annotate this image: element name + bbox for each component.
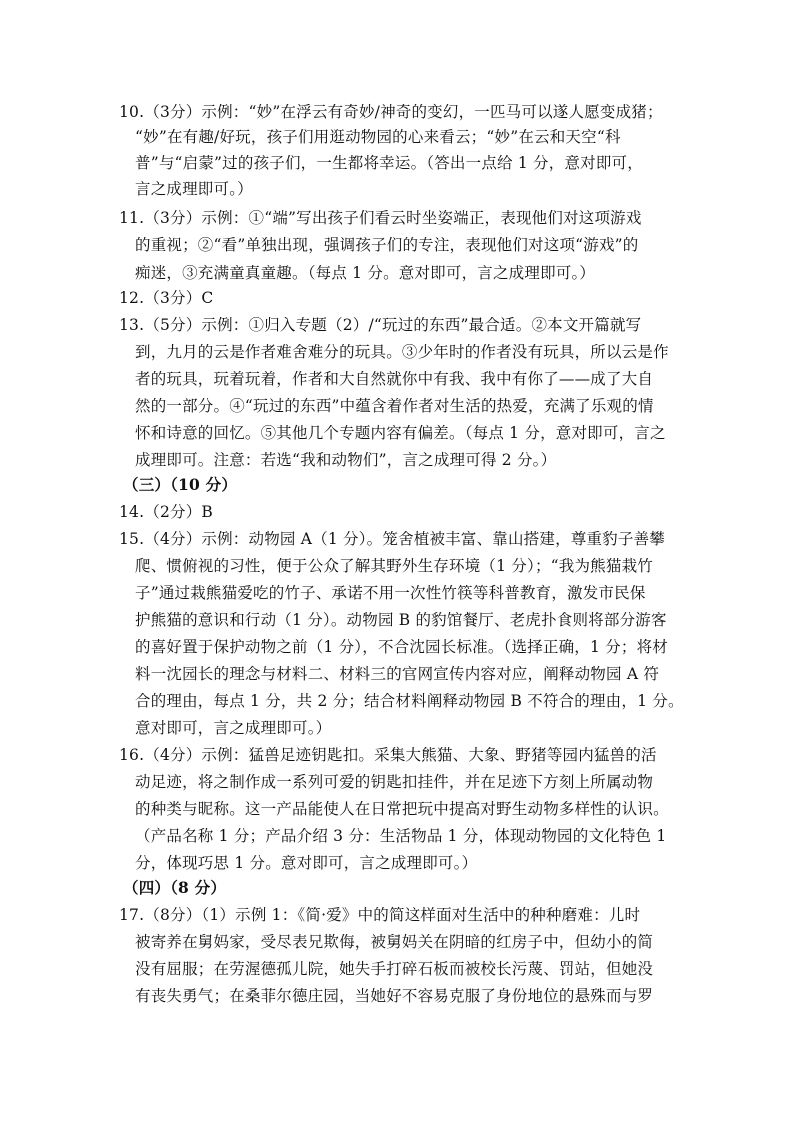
answer-10-line-3: 普”与“启蒙”过的孩子们，一生都将幸运。（答出一点给 1 分，意对即可， bbox=[135, 154, 643, 172]
answer-14-line-1: 14.（2分）B bbox=[119, 503, 214, 521]
answer-15-line-7: 合的理由，每点 1 分，共 2 分；结合材料阐释动物园 B 不符合的理由，1 分。 bbox=[135, 692, 684, 710]
answer-17-line-4: 有丧失勇气；在桑菲尔德庄园，当她好不容易克服了身份地位的悬殊而与罗 bbox=[135, 987, 654, 1005]
answer-15-line-6: 料一沈园长的理念与材料二、材料三的官网宣传内容对应，阐释动物园 A 符 bbox=[135, 665, 660, 683]
answer-11-line-2: 的重视；②“看”单独出现，强调孩子们的专注，表现他们对这项“游戏”的 bbox=[135, 236, 639, 254]
answer-15-line-2: 爬、惯俯视的习性，便于公众了解其野外生存环境（1 分）；“我为熊猫栽竹 bbox=[135, 557, 653, 575]
section-3-heading: （三）（10 分） bbox=[123, 475, 238, 494]
answer-15-line-1: 15.（4分）示例：动物园 A（1 分）。笼舍植被丰富、靠山搭建，尊重豹子善攀 bbox=[119, 530, 665, 548]
answer-11-line-1: 11.（3分）示例：①“端”写出孩子们看云时坐姿端正，表现他们对这项游戏 bbox=[119, 209, 642, 227]
answer-15-line-3: 子”通过栽熊猫爱吃的竹子、承诺不用一次性竹筷等科普教育，激发市民保 bbox=[135, 584, 646, 602]
answer-13-line-2: 到，九月的云是作者难舍难分的玩具。③少年时的作者没有玩具，所以云是作 bbox=[135, 343, 669, 361]
answer-16-line-1: 16.（4分）示例：猛兽足迹钥匙扣。采集大熊猫、大象、野猪等园内猛兽的活 bbox=[119, 746, 657, 764]
answer-13-line-6: 成理即可。注意：若选“我和动物们”，言之成理可得 2 分。） bbox=[135, 451, 557, 469]
answer-16-line-4: （产品名称 1 分；产品介绍 3 分：生活物品 1 分，体现动物园的文化特色 1 bbox=[135, 827, 667, 845]
answer-17-line-1: 17.（8分）（1）示例 1：《简·爱》中的简这样面对生活中的种种磨难：儿时 bbox=[119, 906, 641, 924]
answer-10-line-2: “妙”在有趣/好玩，孩子们用逛动物园的心来看云；“妙”在云和天空“科 bbox=[135, 128, 621, 146]
answer-16-line-2: 动足迹，将之制作成一系列可爱的钥匙扣挂件，并在足迹下方刻上所属动物 bbox=[135, 773, 654, 791]
answer-12-line-1: 12.（3分）C bbox=[119, 289, 214, 307]
answer-13-line-4: 然的一部分。④“玩过的东西”中蕴含着作者对生活的热爱，充满了乐观的情 bbox=[135, 397, 654, 415]
answer-10-line-4: 言之成理即可。） bbox=[135, 180, 253, 198]
answer-17-line-2: 被寄养在舅妈家，受尽表兄欺侮，被舅妈关在阴暗的红房子中，但幼小的简 bbox=[135, 933, 654, 951]
answer-10-line-1: 10.（3分）示例：“妙”在浮云有奇妙/神奇的变幻，一匹马可以遂人愿变成猪； bbox=[119, 103, 663, 121]
answer-15-line-4: 护熊猫的意识和行动（1 分）。动物园 B 的豹馆餐厅、老虎扑食则将部分游客 bbox=[135, 611, 667, 629]
section-4-heading: （四）（8 分） bbox=[123, 878, 227, 897]
answer-15-line-8: 意对即可，言之成理即可。） bbox=[135, 719, 332, 737]
answer-13-line-3: 者的玩具，玩着玩着，作者和大自然就你中有我、我中有你了——成了大自 bbox=[135, 370, 654, 388]
answer-16-line-5: 分，体现巧思 1 分。意对即可，言之成理即可。） bbox=[135, 854, 478, 872]
answer-15-line-5: 的喜好置于保护动物之前（1 分），不合沈园长标准。（选择正确，1 分；将材 bbox=[135, 638, 668, 656]
answer-11-line-3: 痴迷，③充满童真童趣。（每点 1 分。意对即可，言之成理即可。） bbox=[135, 264, 596, 282]
answer-13-line-5: 怀和诗意的回忆。⑤其他几个专题内容有偏差。（每点 1 分，意对即可，言之 bbox=[135, 424, 666, 442]
answer-16-line-3: 的种类与昵称。这一产品能使人在日常把玩中提高对野生动物多样性的认识。 bbox=[135, 800, 669, 818]
answer-13-line-1: 13.（5分）示例：①归入专题（2）/“玩过的东西”最合适。②本文开篇就写 bbox=[119, 316, 642, 334]
answer-17-line-3: 没有屈服；在劳渥德孤儿院，她失手打碎石板而被校长污蔑、罚站，但她没 bbox=[135, 960, 654, 978]
